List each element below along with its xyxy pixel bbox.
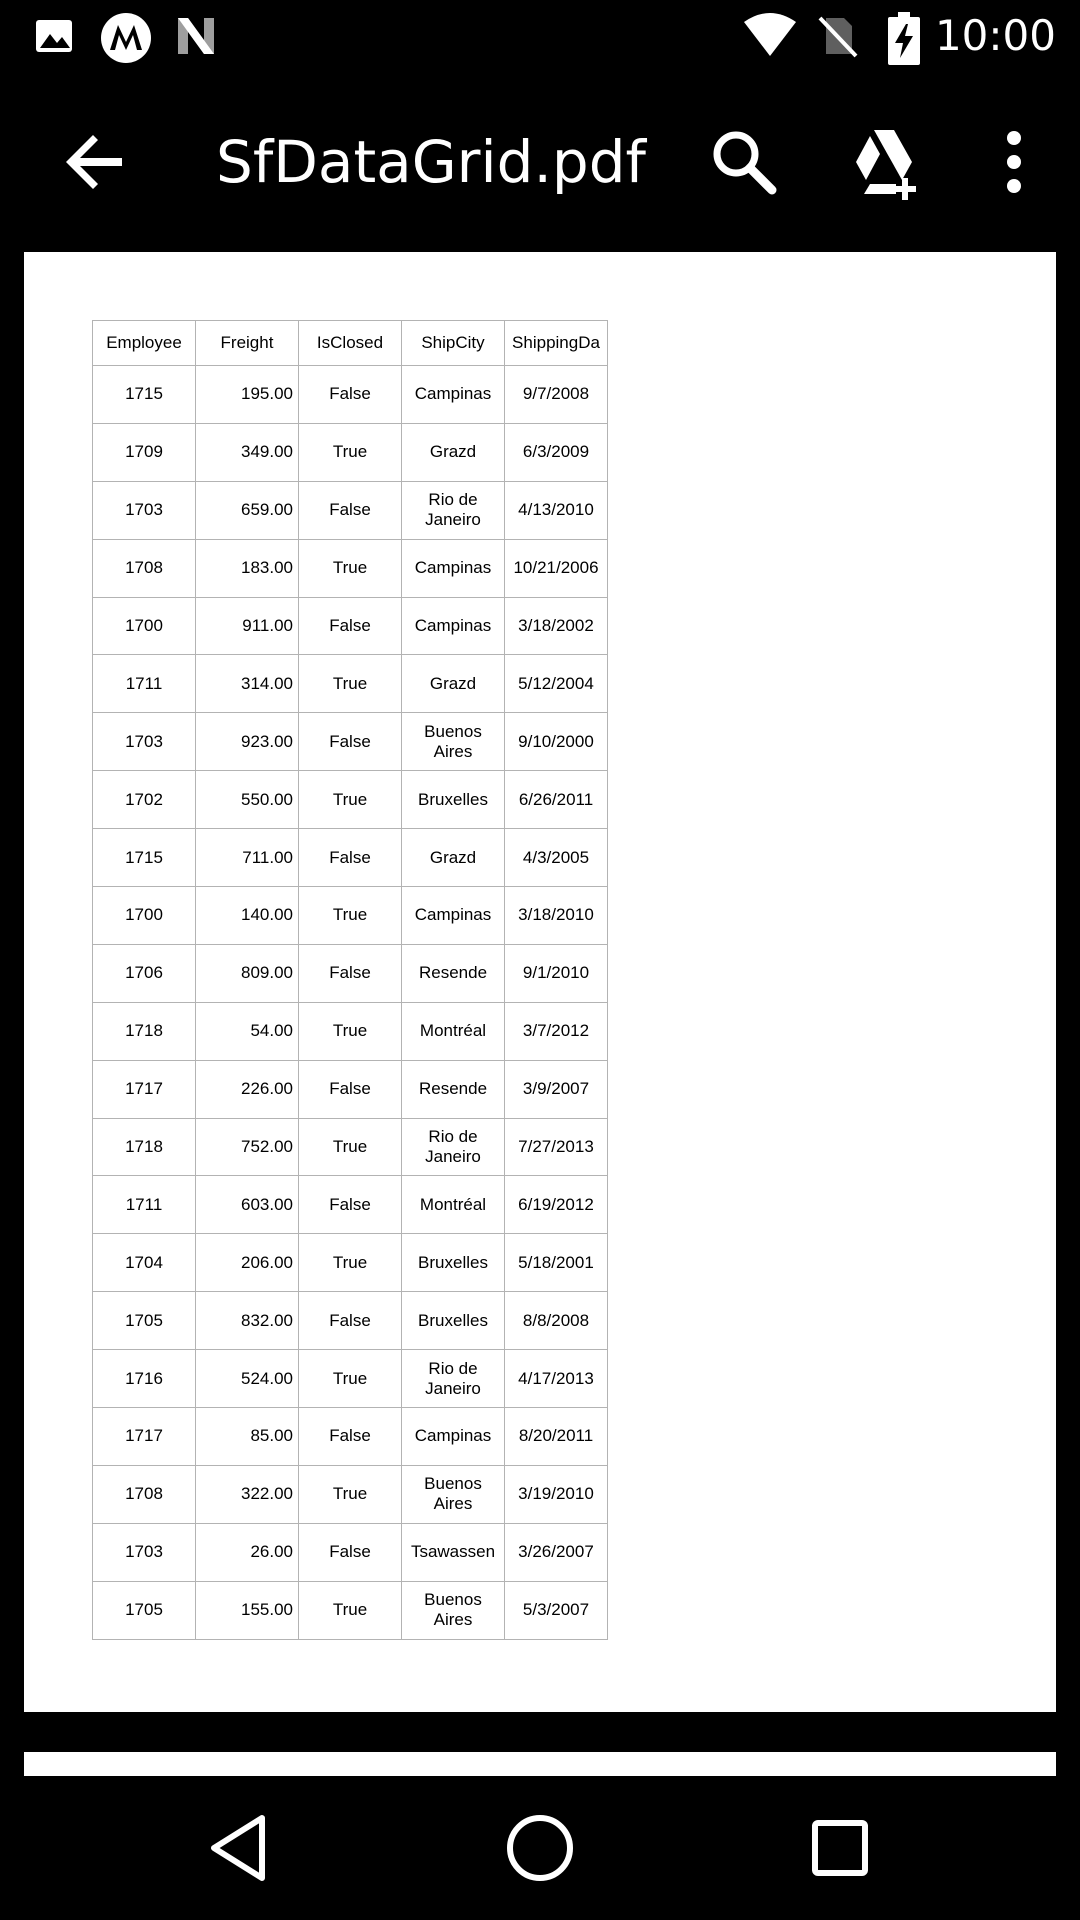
table-cell: 9/7/2008 xyxy=(505,366,608,424)
table-row xyxy=(93,829,608,887)
table-cell: False xyxy=(299,713,402,771)
table-cell: 1715 xyxy=(93,366,196,424)
save-to-drive-button[interactable] xyxy=(846,122,926,202)
table-row xyxy=(93,1234,608,1292)
table-cell: 1700 xyxy=(93,597,196,655)
table-cell: 923.00 xyxy=(196,713,299,771)
table-cell: False xyxy=(299,366,402,424)
table-cell: True xyxy=(299,887,402,945)
table-cell: 6/3/2009 xyxy=(505,423,608,481)
table-row xyxy=(93,1292,608,1350)
table-cell: 322.00 xyxy=(196,1465,299,1523)
back-button[interactable] xyxy=(56,124,132,200)
table-cell: 1705 xyxy=(93,1292,196,1350)
recents-square-icon xyxy=(800,1808,880,1888)
table-cell: 1704 xyxy=(93,1234,196,1292)
table-row xyxy=(93,597,608,655)
nav-back-button[interactable] xyxy=(202,1808,282,1888)
table-cell: 206.00 xyxy=(196,1234,299,1292)
table-cell: 1703 xyxy=(93,713,196,771)
table-cell: 8/8/2008 xyxy=(505,1292,608,1350)
table-cell: 3/18/2010 xyxy=(505,887,608,945)
column-header: ShipCity xyxy=(402,321,505,366)
table-body xyxy=(93,366,608,1640)
table-cell: 7/27/2013 xyxy=(505,1118,608,1176)
table-cell: Rio de Janeiro xyxy=(402,1118,505,1176)
table-cell: 5/12/2004 xyxy=(505,655,608,713)
table-cell: 1715 xyxy=(93,829,196,887)
table-cell: 1717 xyxy=(93,1060,196,1118)
table-cell: Resende xyxy=(402,944,505,1002)
table-cell: False xyxy=(299,1060,402,1118)
table-cell: 659.00 xyxy=(196,481,299,539)
table-row xyxy=(93,1176,608,1234)
table-row xyxy=(93,944,608,1002)
table-cell: 183.00 xyxy=(196,539,299,597)
table-cell: Campinas xyxy=(402,597,505,655)
table-cell: 809.00 xyxy=(196,944,299,1002)
table-cell: 54.00 xyxy=(196,1002,299,1060)
table-row xyxy=(93,1118,608,1176)
nav-recents-button[interactable] xyxy=(800,1808,880,1888)
table-cell: Bruxelles xyxy=(402,1234,505,1292)
table-cell: 9/10/2000 xyxy=(505,713,608,771)
more-options-button[interactable] xyxy=(990,124,1038,200)
drive-add-icon xyxy=(846,122,926,202)
table-cell: 3/18/2002 xyxy=(505,597,608,655)
table-cell: 85.00 xyxy=(196,1408,299,1466)
table-row xyxy=(93,887,608,945)
table-header-row xyxy=(93,321,608,366)
table-cell: True xyxy=(299,423,402,481)
table-cell: False xyxy=(299,1292,402,1350)
table-cell: False xyxy=(299,1523,402,1581)
column-header: Freight xyxy=(196,321,299,366)
column-header: ShippingDa xyxy=(505,321,608,366)
table-cell: False xyxy=(299,1408,402,1466)
table-row xyxy=(93,713,608,771)
table-cell: False xyxy=(299,597,402,655)
table-cell: 195.00 xyxy=(196,366,299,424)
table-cell: 1700 xyxy=(93,887,196,945)
table-cell: 3/9/2007 xyxy=(505,1060,608,1118)
table-cell: Resende xyxy=(402,1060,505,1118)
table-cell: Rio de Janeiro xyxy=(402,481,505,539)
table-cell: 1709 xyxy=(93,423,196,481)
table-cell: 349.00 xyxy=(196,423,299,481)
table-cell: 603.00 xyxy=(196,1176,299,1234)
pdf-page[interactable] xyxy=(24,252,1056,1712)
app-bar xyxy=(0,72,1080,240)
table-cell: 3/26/2007 xyxy=(505,1523,608,1581)
table-cell: True xyxy=(299,1465,402,1523)
nav-home-button[interactable] xyxy=(500,1808,580,1888)
table-cell: True xyxy=(299,1002,402,1060)
table-cell: 524.00 xyxy=(196,1350,299,1408)
motorola-icon xyxy=(100,12,148,60)
table-cell: Montréal xyxy=(402,1176,505,1234)
wifi-icon xyxy=(742,12,790,60)
table-cell: Rio de Janeiro xyxy=(402,1350,505,1408)
status-bar xyxy=(0,0,1080,72)
table-cell: 1706 xyxy=(93,944,196,1002)
search-icon xyxy=(706,124,782,200)
table-cell: 3/7/2012 xyxy=(505,1002,608,1060)
data-grid-table xyxy=(92,320,608,1640)
table-cell: 4/3/2005 xyxy=(505,829,608,887)
back-arrow-icon xyxy=(56,124,132,200)
table-cell: 226.00 xyxy=(196,1060,299,1118)
table-cell: 1718 xyxy=(93,1002,196,1060)
n-icon xyxy=(172,12,220,60)
table-row xyxy=(93,423,608,481)
table-row xyxy=(93,481,608,539)
table-cell: True xyxy=(299,1350,402,1408)
table-cell: 1716 xyxy=(93,1350,196,1408)
table-cell: 1717 xyxy=(93,1408,196,1466)
table-cell: True xyxy=(299,771,402,829)
navigation-bar xyxy=(0,1776,1080,1920)
table-cell: 10/21/2006 xyxy=(505,539,608,597)
table-cell: 911.00 xyxy=(196,597,299,655)
table-cell: 1702 xyxy=(93,771,196,829)
no-sim-icon xyxy=(814,12,862,60)
table-cell: 550.00 xyxy=(196,771,299,829)
table-row xyxy=(93,1350,608,1408)
table-cell: False xyxy=(299,944,402,1002)
table-cell: Tsawassen xyxy=(402,1523,505,1581)
table-cell: 4/17/2013 xyxy=(505,1350,608,1408)
table-cell: 6/26/2011 xyxy=(505,771,608,829)
table-cell: 1705 xyxy=(93,1581,196,1639)
column-header: Employee xyxy=(93,321,196,366)
table-cell: True xyxy=(299,1118,402,1176)
table-row xyxy=(93,366,608,424)
table-row xyxy=(93,1002,608,1060)
table-row xyxy=(93,1060,608,1118)
table-cell: 1708 xyxy=(93,539,196,597)
document-title: SfDataGrid.pdf xyxy=(216,128,646,196)
table-cell: 5/3/2007 xyxy=(505,1581,608,1639)
table-cell: 752.00 xyxy=(196,1118,299,1176)
more-vert-icon xyxy=(990,124,1038,200)
table-cell: 9/1/2010 xyxy=(505,944,608,1002)
table-cell: 5/18/2001 xyxy=(505,1234,608,1292)
table-cell: True xyxy=(299,1234,402,1292)
table-cell: Buenos Aires xyxy=(402,1581,505,1639)
pdf-next-page[interactable] xyxy=(24,1752,1056,1776)
table-row xyxy=(93,1408,608,1466)
table-row xyxy=(93,1581,608,1639)
home-circle-icon xyxy=(500,1808,580,1888)
table-cell: 155.00 xyxy=(196,1581,299,1639)
table-row xyxy=(93,655,608,713)
battery-charging-icon xyxy=(886,12,934,60)
table-cell: True xyxy=(299,539,402,597)
table-cell: Buenos Aires xyxy=(402,713,505,771)
table-cell: Campinas xyxy=(402,539,505,597)
table-cell: 6/19/2012 xyxy=(505,1176,608,1234)
table-cell: Bruxelles xyxy=(402,1292,505,1350)
table-cell: Buenos Aires xyxy=(402,1465,505,1523)
table-cell: Campinas xyxy=(402,887,505,945)
table-cell: 4/13/2010 xyxy=(505,481,608,539)
gallery-icon xyxy=(30,12,78,60)
table-row xyxy=(93,771,608,829)
table-cell: False xyxy=(299,481,402,539)
back-triangle-icon xyxy=(202,1808,282,1888)
search-button[interactable] xyxy=(706,124,782,200)
table-cell: 26.00 xyxy=(196,1523,299,1581)
table-cell: 1711 xyxy=(93,1176,196,1234)
table-cell: Campinas xyxy=(402,366,505,424)
table-cell: False xyxy=(299,829,402,887)
table-cell: 140.00 xyxy=(196,887,299,945)
table-cell: 8/20/2011 xyxy=(505,1408,608,1466)
table-row xyxy=(93,539,608,597)
column-header: IsClosed xyxy=(299,321,402,366)
clock: 10:00 xyxy=(934,11,1056,60)
table-row xyxy=(93,1523,608,1581)
table-cell: 3/19/2010 xyxy=(505,1465,608,1523)
table-cell: Grazd xyxy=(402,829,505,887)
table-cell: 711.00 xyxy=(196,829,299,887)
table-cell: 1718 xyxy=(93,1118,196,1176)
table-cell: 1711 xyxy=(93,655,196,713)
table-cell: Grazd xyxy=(402,423,505,481)
table-cell: Bruxelles xyxy=(402,771,505,829)
table-cell: 832.00 xyxy=(196,1292,299,1350)
table-cell: Montréal xyxy=(402,1002,505,1060)
table-cell: True xyxy=(299,1581,402,1639)
table-cell: 1703 xyxy=(93,1523,196,1581)
table-cell: Campinas xyxy=(402,1408,505,1466)
table-cell: 1708 xyxy=(93,1465,196,1523)
table-cell: Grazd xyxy=(402,655,505,713)
table-cell: True xyxy=(299,655,402,713)
table-cell: False xyxy=(299,1176,402,1234)
table-cell: 1703 xyxy=(93,481,196,539)
table-cell: 314.00 xyxy=(196,655,299,713)
table-row xyxy=(93,1465,608,1523)
